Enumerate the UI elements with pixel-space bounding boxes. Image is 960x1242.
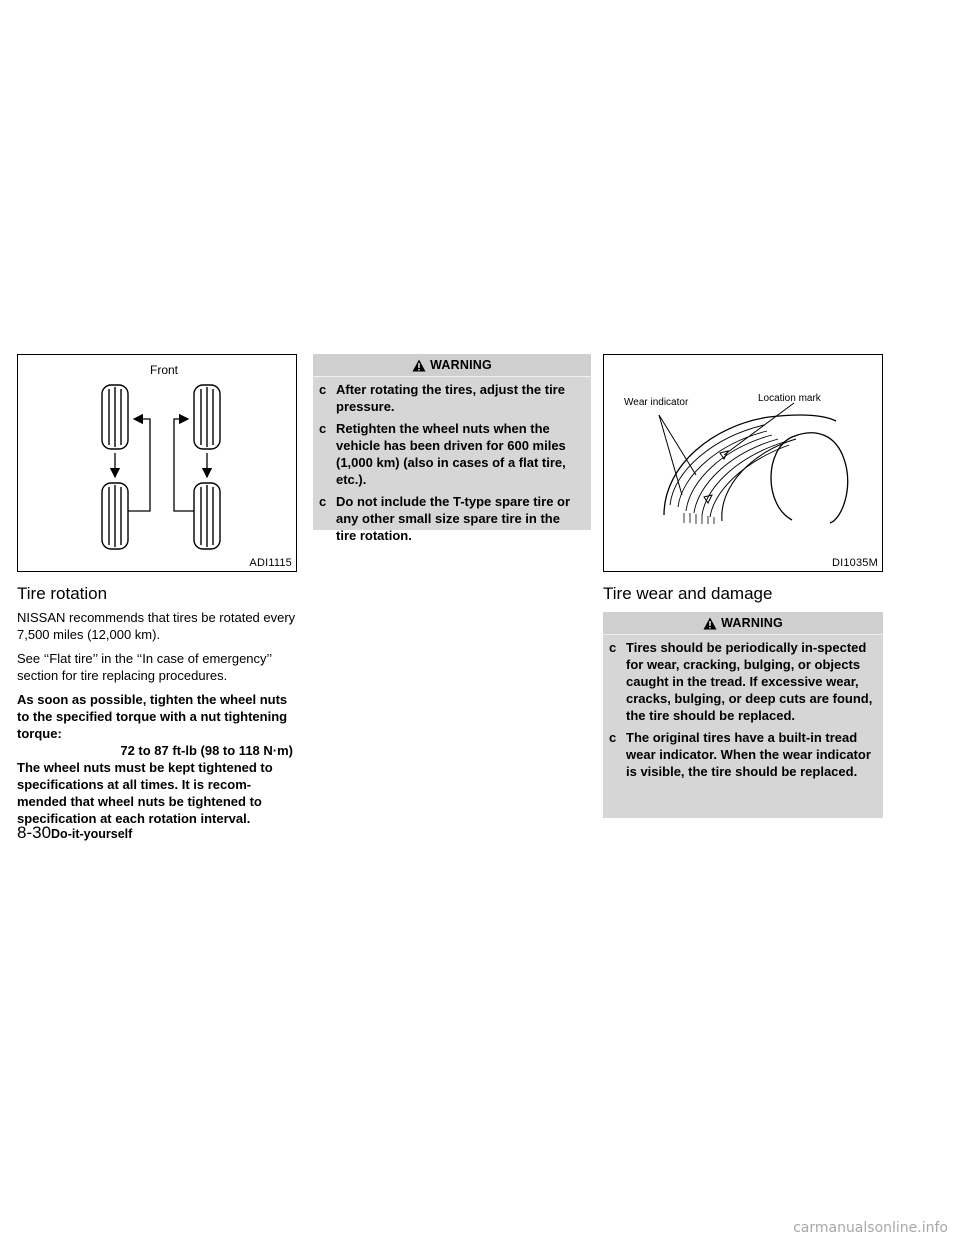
warning-item: c Tires should be periodically in-spected for wear, cracking, bulging, or objects caught in the tread. If excessive wear, cracks, bulging, or deep cuts are found, the tire should be replaced.: [609, 640, 873, 723]
warning-title-text: WARNING: [721, 616, 783, 630]
figure-id: ADI1115: [249, 557, 292, 569]
tire-front-right: [194, 385, 220, 449]
wear-indicator-label: Wear indicator: [624, 397, 689, 408]
warning-item: c The original tires have a built-in tread wear indicator. When the wear indicator is visible, the tire should be replaced.: [609, 730, 871, 779]
warning-list: [603, 635, 883, 793]
section-name: Do-it-yourself: [51, 827, 133, 841]
warning-title: [313, 354, 591, 377]
front-label: Front: [150, 363, 179, 377]
arrow-rl-to-fr: [128, 419, 150, 511]
flat-tire-reference-text: See ‘‘Flat tire’’ in the ‘‘In case of emergency’’ section for tire replacing procedures.: [17, 651, 272, 683]
page-number: 8-30: [17, 823, 52, 842]
warning-box-rotation: [313, 354, 591, 543]
section-heading-tire-wear: Tire wear and damage: [603, 584, 773, 603]
bullet: c: [319, 382, 327, 397]
warning-list: [313, 377, 591, 557]
torque-value: 72 to 87 ft-lb (98 to 118 N·m): [120, 743, 293, 758]
warning-triangle-icon: [412, 359, 426, 372]
warning-triangle-icon: [703, 617, 717, 630]
warning-item: c Retighten the wheel nuts when the vehicle has been driven for 600 miles (1,000 km) (also in cases of a flat tire, etc.).: [319, 421, 566, 487]
tire-rear-left: [102, 483, 128, 549]
warning-title: [603, 612, 883, 635]
bullet: c: [609, 640, 617, 655]
location-mark-label: Location mark: [758, 393, 821, 404]
tire-wear-figure: [603, 354, 883, 572]
torque-instruction-text: As soon as possible, tighten the wheel nuts to the specified torque with a nut tightening torque:: [17, 692, 288, 741]
watermark: carmanualsonline.info: [793, 1220, 948, 1236]
warning-title-text: WARNING: [430, 358, 492, 372]
wheel-nut-instruction-text: The wheel nuts must be kept tightened to specifications at all times. It is recom-mended that wheel nuts be tightened to specification at each rotation interval.: [17, 760, 273, 826]
arrow-rr-to-fl: [174, 419, 194, 511]
section-heading-tire-rotation: Tire rotation: [17, 584, 108, 603]
tire-rotation-body: [17, 609, 297, 827]
tire-front-left: [102, 385, 128, 449]
bullet: c: [319, 421, 327, 436]
rotation-diagram: [18, 355, 296, 571]
page-footer: [17, 823, 132, 843]
tire-wear-diagram: [604, 355, 882, 571]
warning-item: c Do not include the T-type spare tire or any other small size spare tire in the tire rotation.: [319, 494, 571, 543]
figure-id: DI1035M: [831, 557, 878, 569]
warning-box-tire-wear: [603, 612, 883, 818]
bullet: c: [319, 494, 327, 509]
location-mark-triangle: [704, 495, 712, 503]
tire-rotation-figure: [17, 354, 297, 572]
bullet: c: [609, 730, 617, 745]
rotation-interval-text: NISSAN recommends that tires be rotated every 7,500 miles (12,000 km).: [17, 610, 296, 642]
warning-item: c After rotating the tires, adjust the tire pressure.: [319, 382, 565, 414]
tire-rear-right: [194, 483, 220, 549]
